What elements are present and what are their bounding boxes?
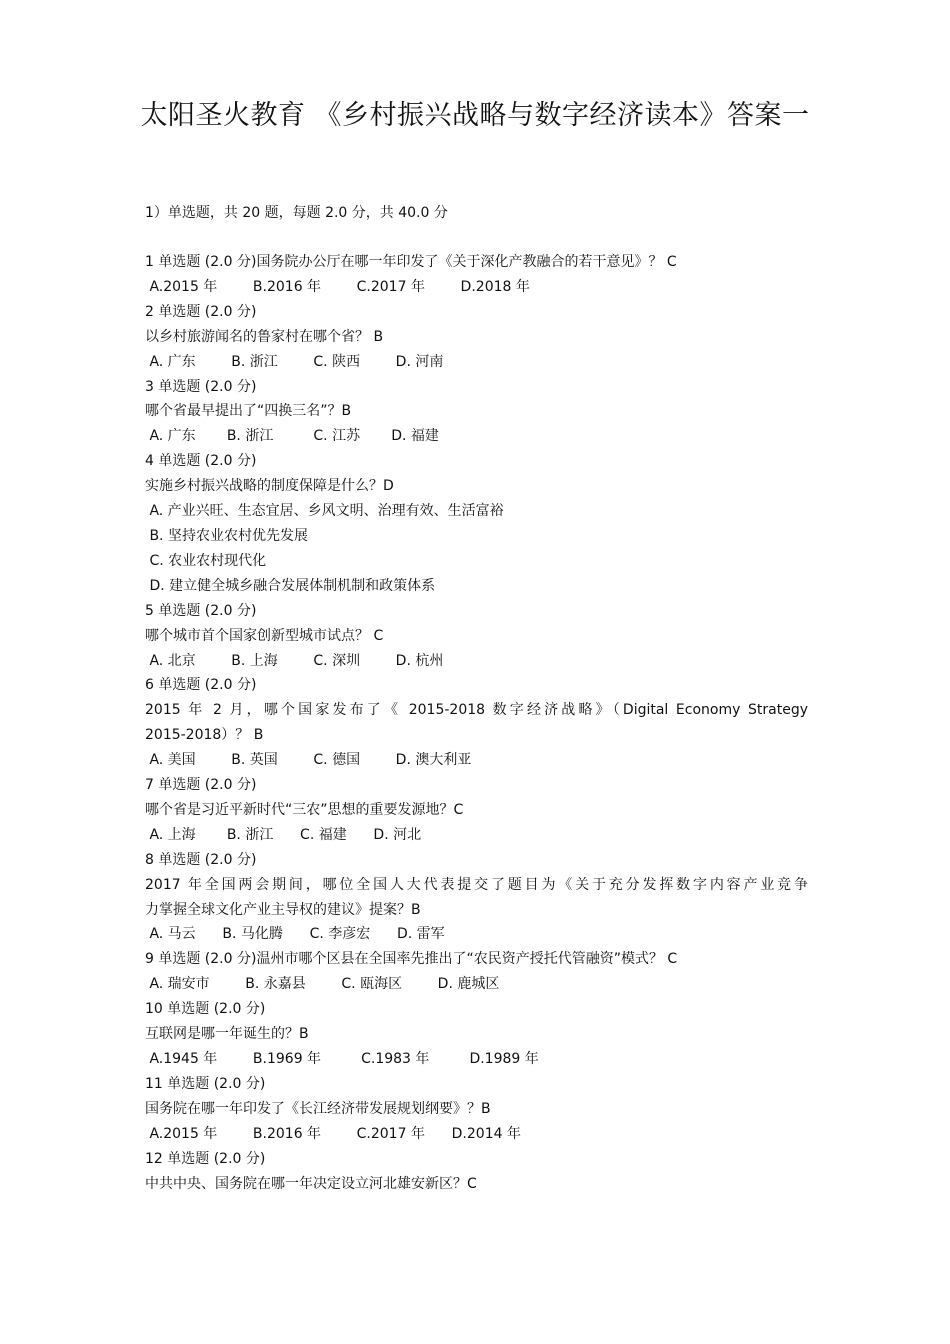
question-header-line: 5 单选题 (2.0 分) bbox=[145, 602, 257, 619]
answer-options-line: D. 建立健全城乡融合发展体制机制和政策体系 bbox=[145, 577, 436, 594]
question-header-line: 2 单选题 (2.0 分) bbox=[145, 303, 257, 320]
question-text-line: 2017 年全国两会期间，哪位全国人大代表提交了题目为《关于充分发挥数字内容产业竞争 bbox=[145, 876, 808, 893]
answer-options-line: A. 瑞安市 B. 永嘉县 C. 瓯海区 D. 鹿城区 bbox=[145, 976, 500, 993]
answer-options-line: A. 产业兴旺、生态宜居、乡风文明、治理有效、生活富裕 bbox=[145, 503, 504, 520]
answer-options-line: A.2015 年 B.2016 年 C.2017 年 D.2018 年 bbox=[145, 278, 530, 295]
answer-options-line: A. 上海 B. 浙江 C. 福建 D. 河北 bbox=[145, 826, 422, 843]
question-text-line: 哪个城市首个国家创新型城市试点？ C bbox=[145, 627, 384, 644]
answer-options-line: A.1945 年 B.1969 年 C.1983 年 D.1989 年 bbox=[145, 1051, 539, 1067]
question-header-line: 1 单选题 (2.0 分)国务院办公厅在哪一年印发了《关于深化产教融合的若干意见》？ C bbox=[145, 254, 677, 270]
question-text-line: 2015 年 2 月，哪个国家发布了《 2015-2018 数字经济战略》（Digital Economy Strategy bbox=[145, 702, 808, 719]
question-text-line: 力掌握全球文化产业主导权的建议》提案？B bbox=[145, 901, 421, 918]
section-header: 1）单选题，共 20 题，每题 2.0 分，共 40.0 分 bbox=[145, 205, 448, 221]
answer-options-line: C. 农业农村现代化 bbox=[145, 552, 267, 569]
question-text-line: 中共中央、国务院在哪一年决定设立河北雄安新区？C bbox=[145, 1175, 477, 1192]
question-header-line: 6 单选题 (2.0 分) bbox=[145, 677, 257, 694]
document-title: 太阳圣火教育 《乡村振兴战略与数字经济读本》答案一 bbox=[140, 100, 810, 131]
question-header-line: 10 单选题 (2.0 分) bbox=[145, 1001, 266, 1018]
question-text-line: 哪个省是习近平新时代“三农”思想的重要发源地？C bbox=[145, 801, 464, 818]
question-list bbox=[145, 250, 808, 1196]
question-text-line: 实施乡村振兴战略的制度保障是什么？D bbox=[145, 478, 394, 495]
question-header-line: 3 单选题 (2.0 分) bbox=[145, 378, 257, 395]
answer-options-line: A. 马云 B. 马化腾 C. 李彦宏 D. 雷军 bbox=[145, 926, 445, 943]
question-header-line: 4 单选题 (2.0 分) bbox=[145, 453, 257, 470]
answer-options-line: B. 坚持农业农村优先发展 bbox=[145, 527, 308, 544]
question-text-line: 互联网是哪一年诞生的？B bbox=[145, 1026, 309, 1043]
question-text-line: 哪个省最早提出了“四换三名”？B bbox=[145, 403, 352, 420]
question-text-line: 国务院在哪一年印发了《长江经济带发展规划纲要》？B bbox=[145, 1100, 491, 1117]
question-header-line: 12 单选题 (2.0 分) bbox=[145, 1150, 266, 1167]
answer-options-line: A. 北京 B. 上海 C. 深圳 D. 杭州 bbox=[145, 652, 444, 669]
answer-options-line: A. 广东 B. 浙江 C. 江苏 D. 福建 bbox=[145, 428, 439, 445]
question-header-line: 7 单选题 (2.0 分) bbox=[145, 777, 257, 794]
question-text-line: 2015-2018）？ B bbox=[145, 727, 264, 744]
answer-options-line: A.2015 年 B.2016 年 C.2017 年 D.2014 年 bbox=[145, 1125, 521, 1142]
question-header-line: 9 单选题 (2.0 分)温州市哪个区县在全国率先推出了“农民资产授托代管融资”模式？ C bbox=[145, 951, 678, 968]
question-header-line: 8 单选题 (2.0 分) bbox=[145, 851, 257, 868]
answer-options-line: A. 广东 B. 浙江 C. 陕西 D. 河南 bbox=[145, 353, 444, 370]
question-header-line: 11 单选题 (2.0 分) bbox=[145, 1075, 266, 1092]
question-text-line: 以乡村旅游闻名的鲁家村在哪个省？ B bbox=[145, 328, 384, 345]
answer-options-line: A. 美国 B. 英国 C. 德国 D. 澳大利亚 bbox=[145, 752, 472, 769]
